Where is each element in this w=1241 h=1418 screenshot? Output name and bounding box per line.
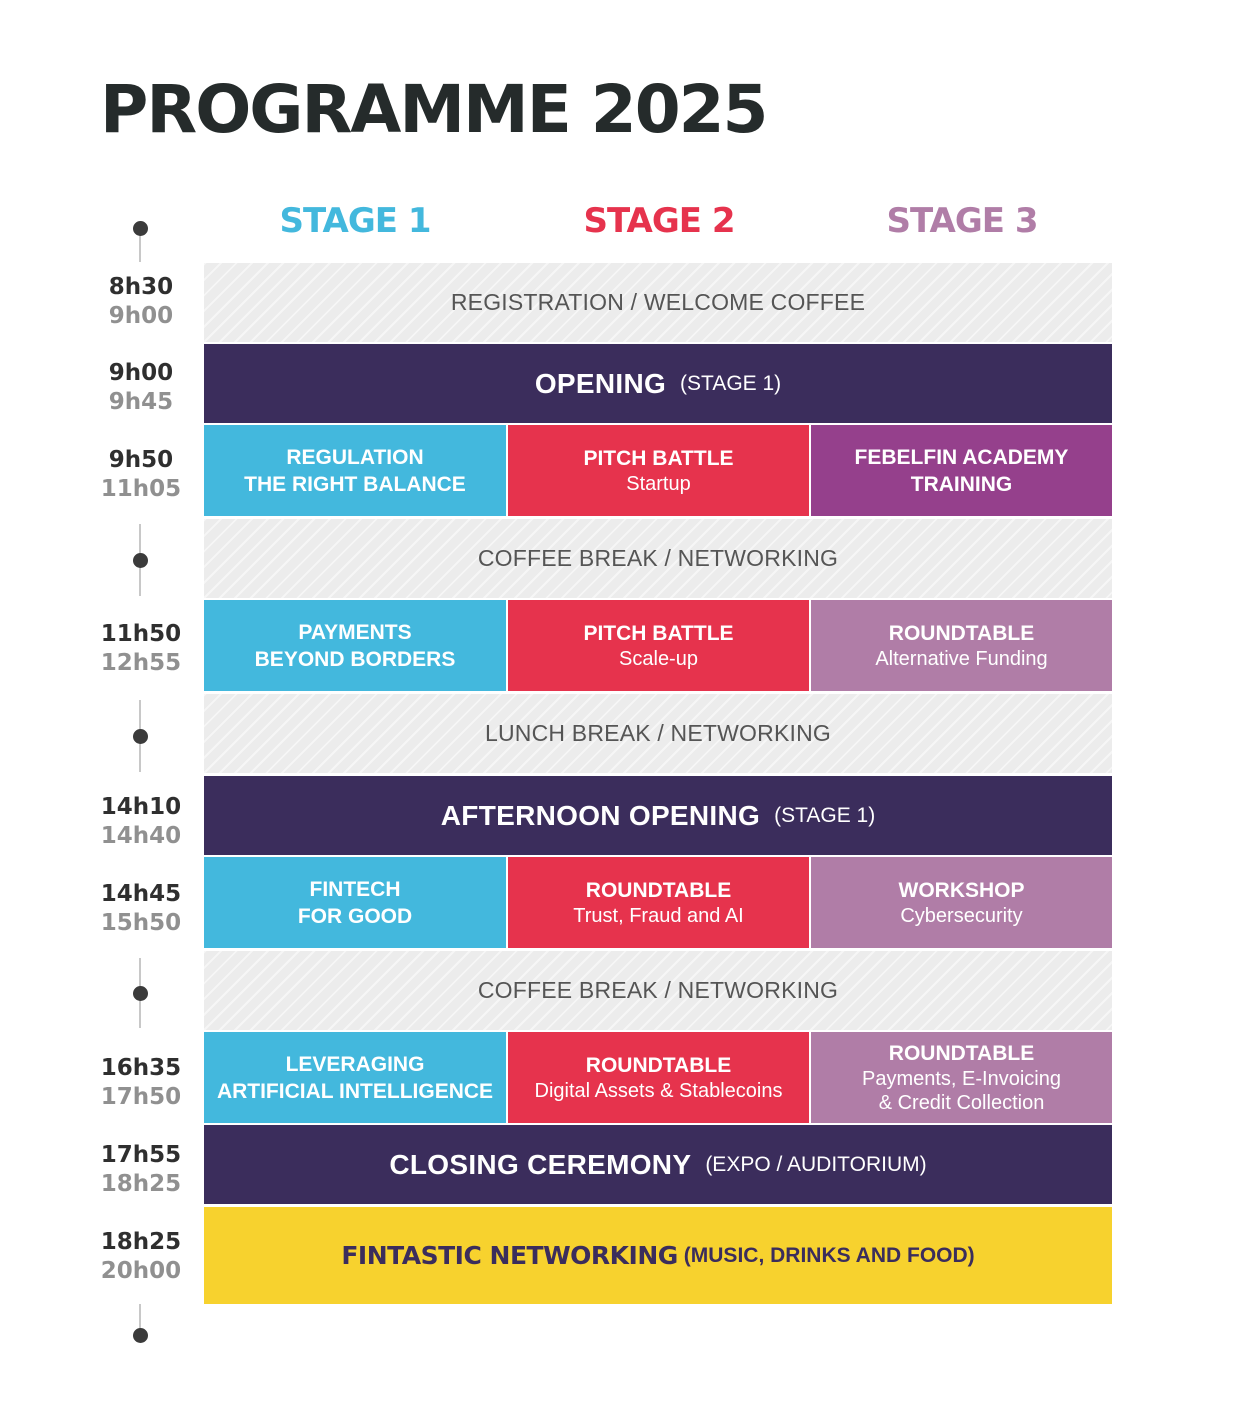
session-subtitle: & Credit Collection [878, 1092, 1045, 1114]
time-start: 11h50 [100, 621, 182, 647]
networking-note: (MUSIC, DRINKS AND FOOD) [683, 1243, 975, 1267]
session-4-row [204, 1032, 1112, 1123]
session-3-stage-2[interactable] [508, 857, 809, 948]
session-2-row [204, 600, 1112, 691]
stage-3-header: STAGE 3 [886, 201, 1038, 241]
time-session-2 [96, 620, 186, 678]
session-title: REGULATION [286, 445, 424, 469]
time-start: 14h45 [100, 881, 182, 907]
session-3-stage-1[interactable] [204, 857, 506, 948]
session-title: FINTECH [309, 877, 401, 901]
session-subtitle: Scale-up [619, 648, 698, 670]
time-start: 9h00 [108, 360, 174, 386]
session-subtitle: Digital Assets & Stablecoins [534, 1080, 783, 1102]
time-end: 11h05 [100, 476, 182, 502]
time-end: 17h50 [100, 1084, 182, 1110]
session-title: TRAINING [910, 472, 1013, 496]
time-start: 9h50 [108, 447, 174, 473]
opening-note: (STAGE 1) [680, 371, 782, 395]
session-title: ROUNDTABLE [585, 879, 732, 902]
time-session-3 [96, 880, 186, 938]
registration-row [204, 263, 1112, 342]
time-end: 12h55 [100, 650, 182, 676]
time-registration [96, 273, 186, 331]
session-title: WORKSHOP [898, 879, 1025, 902]
time-end: 9h00 [108, 303, 174, 329]
networking-label: FINTASTIC NETWORKING [341, 1241, 678, 1270]
session-2-stage-2[interactable] [508, 600, 809, 691]
networking-row [204, 1207, 1112, 1304]
time-closing [96, 1141, 186, 1199]
session-1-stage-3[interactable] [811, 425, 1112, 516]
time-session-1 [96, 446, 186, 504]
timeline-dot [133, 1328, 148, 1343]
time-end: 15h50 [100, 910, 182, 936]
session-3-row [204, 857, 1112, 948]
session-title: FOR GOOD [297, 904, 413, 928]
lunch-break-label: LUNCH BREAK / NETWORKING [484, 720, 831, 746]
time-session-4 [96, 1054, 186, 1112]
afternoon-opening-note: (STAGE 1) [774, 803, 876, 827]
session-3-stage-3[interactable] [811, 857, 1112, 948]
timeline-dot [133, 729, 148, 744]
timeline-dot [133, 553, 148, 568]
registration-label: REGISTRATION / WELCOME COFFEE [450, 289, 866, 315]
timeline-dot [133, 986, 148, 1001]
session-title: ROUNDTABLE [888, 1042, 1035, 1065]
time-networking [96, 1228, 186, 1286]
session-title: ARTIFICIAL INTELLIGENCE [216, 1079, 494, 1103]
stage-2-header: STAGE 2 [583, 201, 735, 241]
session-title: PITCH BATTLE [583, 447, 734, 470]
time-start: 14h10 [100, 794, 182, 820]
page-title: PROGRAMME 2025 [100, 71, 767, 148]
stage-1-header: STAGE 1 [279, 201, 431, 241]
afternoon-opening-row [204, 776, 1112, 855]
time-start: 16h35 [100, 1055, 182, 1081]
opening-row [204, 344, 1112, 423]
coffee-break-row [204, 951, 1112, 1030]
timeline-dot [133, 221, 148, 236]
session-2-stage-3[interactable] [811, 600, 1112, 691]
time-start: 18h25 [100, 1229, 182, 1255]
session-1-row [204, 425, 1112, 516]
time-end: 20h00 [100, 1258, 182, 1284]
session-1-stage-2[interactable] [508, 425, 809, 516]
time-start: 17h55 [100, 1142, 182, 1168]
session-4-stage-1[interactable] [204, 1032, 506, 1123]
session-title: LEVERAGING [285, 1052, 425, 1076]
coffee-break-label: COFFEE BREAK / NETWORKING [477, 545, 839, 571]
session-subtitle: Cybersecurity [900, 905, 1023, 927]
session-title: ROUNDTABLE [888, 622, 1035, 645]
time-end: 9h45 [108, 389, 174, 415]
session-subtitle: Startup [626, 473, 691, 495]
session-4-stage-2[interactable] [508, 1032, 809, 1123]
closing-ceremony-note: (EXPO / AUDITORIUM) [705, 1152, 927, 1176]
session-subtitle: Alternative Funding [875, 648, 1048, 670]
time-start: 8h30 [108, 274, 174, 300]
time-end: 18h25 [100, 1171, 182, 1197]
closing-ceremony-label: CLOSING CEREMONY [389, 1148, 692, 1180]
session-title: ROUNDTABLE [585, 1054, 732, 1077]
time-end: 14h40 [100, 823, 182, 849]
time-opening [96, 359, 186, 417]
coffee-break-row [204, 519, 1112, 598]
coffee-break-label: COFFEE BREAK / NETWORKING [477, 977, 839, 1003]
session-title: THE RIGHT BALANCE [244, 472, 466, 496]
time-afternoon [96, 793, 186, 851]
opening-label: OPENING [534, 367, 667, 399]
session-1-stage-1[interactable] [204, 425, 506, 516]
afternoon-opening-label: AFTERNOON OPENING [440, 799, 761, 831]
session-title: BEYOND BORDERS [254, 647, 456, 671]
session-subtitle: Trust, Fraud and AI [573, 905, 744, 927]
closing-ceremony-row [204, 1125, 1112, 1204]
session-4-stage-3[interactable] [811, 1032, 1112, 1123]
session-subtitle: Payments, E-Invoicing [862, 1068, 1061, 1090]
session-title: PITCH BATTLE [583, 622, 734, 645]
session-title: FEBELFIN ACADEMY [854, 445, 1069, 469]
session-2-stage-1[interactable] [204, 600, 506, 691]
session-title: PAYMENTS [298, 620, 412, 644]
lunch-break-row [204, 694, 1112, 773]
